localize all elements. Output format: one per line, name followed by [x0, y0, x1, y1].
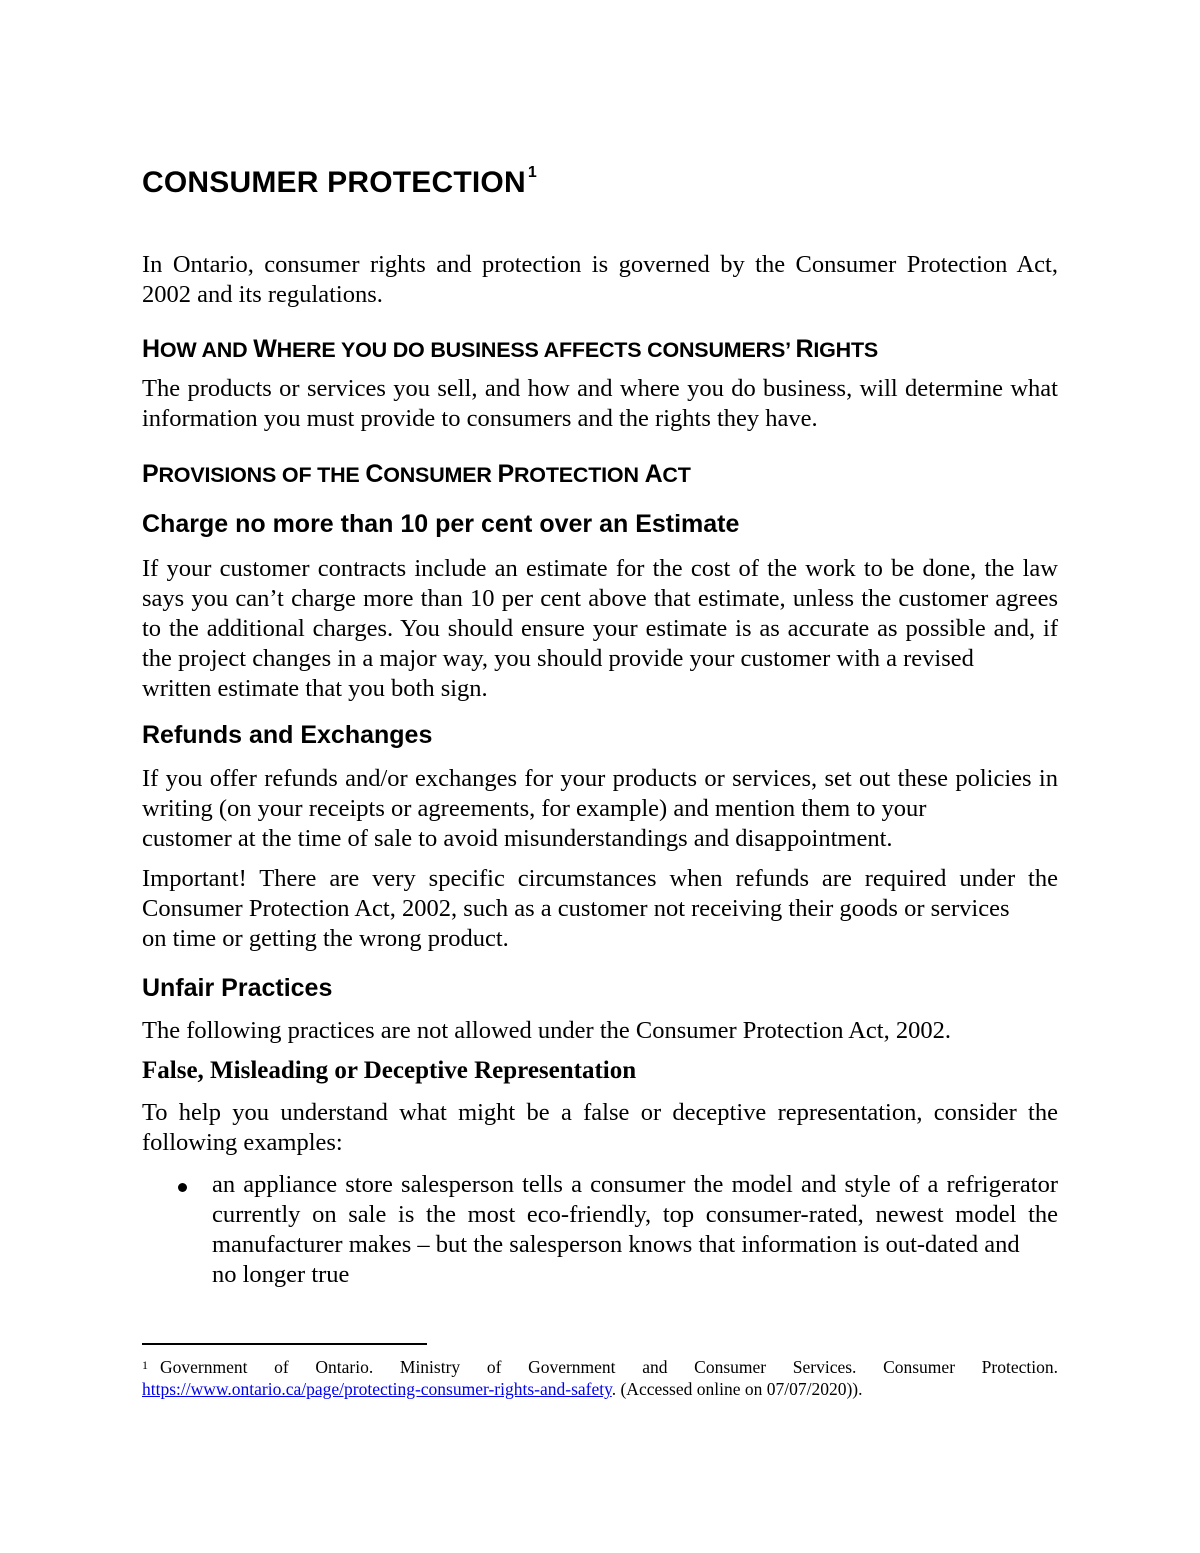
footnote-marker: 1	[142, 1358, 148, 1372]
page-title	[142, 166, 537, 200]
footnote-ref[interactable]: 1	[527, 164, 537, 181]
heading-unfair-practices: Unfair Practices	[142, 974, 333, 1002]
intro-line-1: In Ontario, consumer rights and protection is governed by the Consumer Protection Act,	[142, 251, 1058, 278]
refunds-paragraph	[142, 764, 1058, 854]
important-body: Important! There are very specific circumstances when refunds are required under the Consumer Protection Act, 2002, such as a customer not receiving their goods or services	[142, 865, 1058, 922]
intro-line-2: 2002 and its regulations.	[142, 281, 383, 308]
list-item-body: an appliance store salesperson tells a consumer the model and style of a refrigerator currently on sale is the most eco-friendly, top consumer-rated, newest model the manufacturer makes – but the salesperson knows that information is out-dated and	[212, 1171, 1058, 1258]
footnote	[142, 1356, 1058, 1400]
important-last-line: on time or getting the wrong product.	[142, 925, 509, 952]
list-item-last-line: no longer true	[212, 1261, 350, 1288]
unfair-line: The following practices are not allowed under the Consumer Protection Act, 2002.	[142, 1017, 951, 1044]
footnote-body: Government of Ontario. Ministry of Government and Consumer Services. Consumer Protection.	[160, 1357, 1058, 1377]
footnote-tail: . (Accessed online on 07/07/2020)).	[611, 1379, 863, 1399]
refunds-last-line: customer at the time of sale to avoid misunderstandings and disappointment.	[142, 825, 893, 852]
important-paragraph	[142, 864, 1058, 954]
estimate-body: If your customer contracts include an estimate for the cost of the work to be done, the law says you can’t charge more than 10 per cent above that estimate, unless the customer agrees to the additional charges. You should ensure your estimate is as accurate as possible and, if the project changes in a major way, you should provide your customer with a revised	[142, 555, 1058, 672]
heading-provisions: PROVISIONS OF THE CONSUMER PROTECTION ACT	[142, 460, 691, 488]
footnote-divider	[142, 1343, 427, 1345]
footnote-link[interactable]: https://www.ontario.ca/page/protecting-consumer-rights-and-safety	[142, 1379, 612, 1399]
business-line-2: information you must provide to consumers and the rights they have.	[142, 405, 818, 432]
footnote-line-1	[142, 1356, 1058, 1378]
heading-refunds: Refunds and Exchanges	[142, 721, 433, 749]
business-line-1: The products or services you sell, and how and where you do business, will determine what	[142, 375, 1058, 402]
list-item	[142, 1170, 1058, 1290]
bullet-icon	[178, 1183, 187, 1192]
intro-paragraph	[142, 250, 1058, 310]
estimate-paragraph	[142, 554, 1058, 704]
heading-false-representation: False, Misleading or Deceptive Representation	[142, 1057, 637, 1084]
estimate-last-line: written estimate that you both sign.	[142, 675, 488, 702]
page-title-text: CONSUMER PROTECTION	[142, 166, 526, 199]
heading-estimate: Charge no more than 10 per cent over an Estimate	[142, 510, 740, 538]
refunds-body: If you offer refunds and/or exchanges for your products or services, set out these policies in writing (on your receipts or agreements, for example) and mention them to your	[142, 765, 1058, 822]
unfair-paragraph	[142, 1016, 1058, 1046]
heading-business-rights: HOW AND WHERE YOU DO BUSINESS AFFECTS CONSUMERS’ RIGHTS	[142, 335, 879, 363]
false-body: To help you understand what might be a false or deceptive representation, consider the	[142, 1099, 1058, 1126]
footnote-line-2	[142, 1378, 1058, 1400]
false-paragraph	[142, 1098, 1058, 1158]
business-paragraph	[142, 374, 1058, 434]
false-last-line: following examples:	[142, 1129, 343, 1156]
examples-list	[142, 1170, 1058, 1290]
